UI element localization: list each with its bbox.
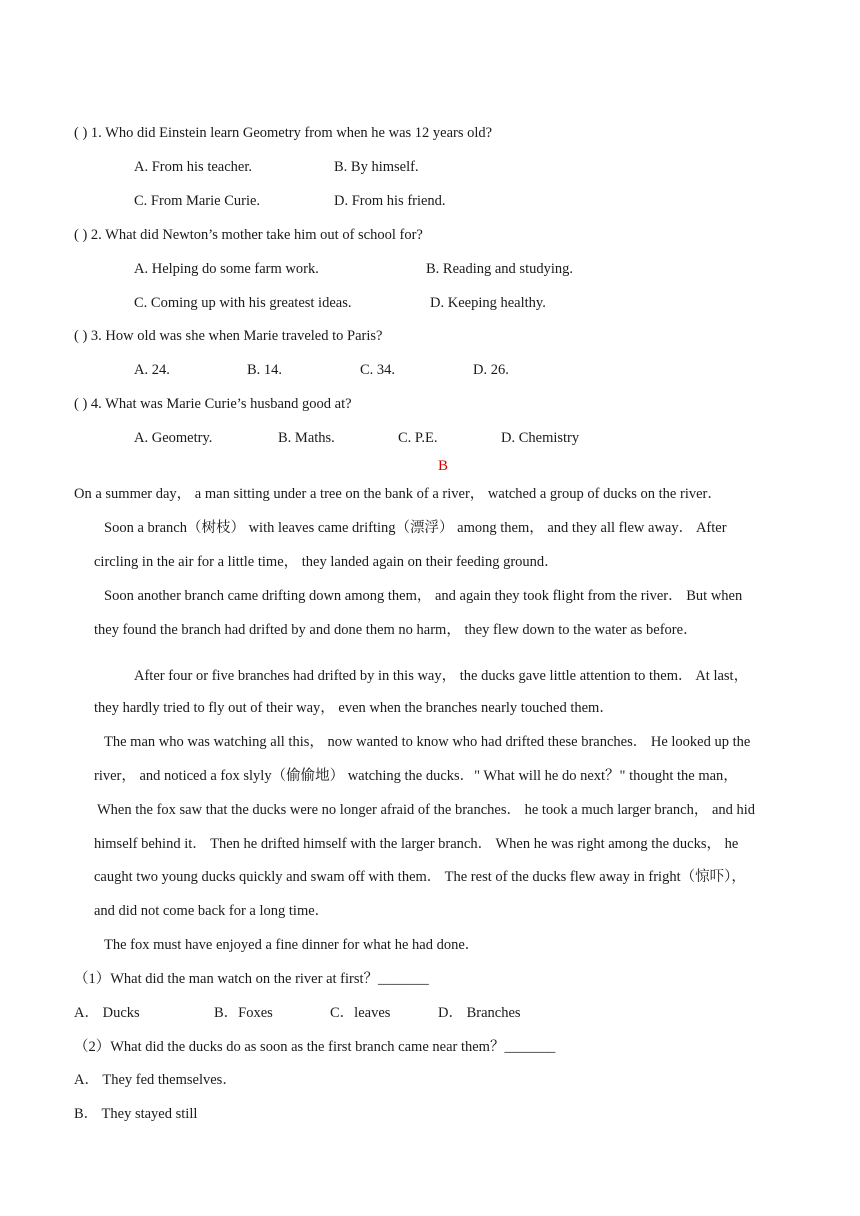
question-3-option-b: B. 14. <box>247 362 283 378</box>
question-3-option-d: D. 26. <box>473 362 509 378</box>
b-question-2-option-b: B． They stayed still <box>74 1106 198 1122</box>
question-2-stem: ( ) 2. What did Newton’s mother take him out of school for? <box>74 227 423 243</box>
question-3-option-a: A. 24. <box>134 362 170 378</box>
section-b-heading: B <box>438 458 449 474</box>
passage-line-3: circling in the air for a little time， they landed again on their feeding ground． <box>94 554 559 570</box>
passage-line-11: himself behind it． Then he drifted himself with the larger branch． When he was right among the ducks， he <box>94 836 739 852</box>
question-4-option-a: A. Geometry. <box>134 430 213 446</box>
question-4-stem: ( ) 4. What was Marie Curie’s husband good at? <box>74 396 352 412</box>
question-3-option-c: C. 34. <box>360 362 396 378</box>
b-question-1-option-d: D． Branches <box>438 1005 521 1021</box>
b-question-2-stem: （2）What did the ducks do as soon as the first branch came near them？_______ <box>74 1039 556 1055</box>
question-4-option-c: C. P.E. <box>398 430 438 446</box>
passage-line-14: The fox must have enjoyed a fine dinner for what he had done． <box>104 937 480 953</box>
b-question-1-stem: （1）What did the man watch on the river at first？_______ <box>74 971 429 987</box>
passage-line-13: and did not come back for a long time． <box>94 903 330 919</box>
question-1-option-b: B. By himself. <box>334 159 419 175</box>
b-question-1-option-b: B．Foxes <box>214 1005 273 1021</box>
passage-line-6: After four or five branches had drifted by in this way， the ducks gave little attention to them． At last， <box>134 668 749 684</box>
passage-line-12: caught two young ducks quickly and swam off with them． The rest of the ducks flew away in fright（惊吓）， <box>94 869 746 885</box>
passage-line-2: Soon a branch（树枝） with leaves came drifting（漂浮） among them， and they all flew away． After <box>104 520 727 536</box>
question-2-option-a: A. Helping do some farm work. <box>134 261 319 277</box>
b-question-1-option-c: C．leaves <box>330 1005 391 1021</box>
passage-line-4: Soon another branch came drifting down among them， and again they took flight from the river． But when <box>104 588 743 604</box>
question-4-option-b: B. Maths. <box>278 430 335 446</box>
passage-line-5: they found the branch had drifted by and done them no harm， they flew down to the water as before． <box>94 622 698 638</box>
passage-line-7: they hardly tried to fly out of their way， even when the branches nearly touched them． <box>94 700 614 716</box>
passage-line-1: On a summer day， a man sitting under a tree on the bank of a river， watched a group of ducks on the river． <box>74 486 722 502</box>
question-4-option-d: D. Chemistry <box>501 430 580 446</box>
question-2-option-b: B. Reading and studying. <box>426 261 574 277</box>
question-1-option-c: C. From Marie Curie. <box>134 193 261 209</box>
passage-line-9: river， and noticed a fox slyly（偷偷地） watching the ducks．" What will he do next？" thought the man， <box>94 768 738 784</box>
question-1-option-d: D. From his friend. <box>334 193 446 209</box>
b-question-2-option-a: A． They fed themselves． <box>74 1072 237 1088</box>
question-3-stem: ( ) 3. How old was she when Marie traveled to Paris? <box>74 328 383 344</box>
question-2-option-d: D. Keeping healthy. <box>430 295 546 311</box>
passage-line-8: The man who was watching all this， now wanted to know who had drifted these branches． He looked up the <box>104 734 751 750</box>
question-1-stem: ( ) 1. Who did Einstein learn Geometry from when he was 12 years old? <box>74 125 493 141</box>
question-1-option-a: A. From his teacher. <box>134 159 252 175</box>
b-question-1-option-a: A． Ducks <box>74 1005 140 1021</box>
question-2-option-c: C. Coming up with his greatest ideas. <box>134 295 352 311</box>
passage-line-10: When the fox saw that the ducks were no longer afraid of the branches． he took a much larger branch， and hid <box>97 802 756 818</box>
